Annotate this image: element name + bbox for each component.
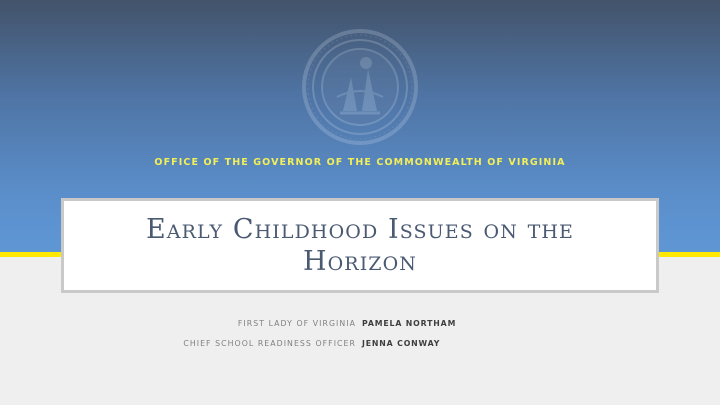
credit-row (0, 319, 720, 337)
virginia-state-seal-icon (300, 27, 420, 147)
presenter-role: FIRST LADY OF VIRGINIA (237, 319, 356, 328)
title-box (61, 198, 659, 293)
presentation-title: Early Childhood Issues on the Horizon (145, 213, 575, 277)
office-line: OFFICE OF THE GOVERNOR OF THE COMMONWEALTH OF VIRGINIA (154, 157, 566, 168)
presenter-role: CHIEF SCHOOL READINESS OFFICER (183, 339, 356, 348)
credit-row (0, 339, 720, 357)
presenter-credits (0, 319, 720, 359)
presenter-name: JENNA CONWAY (362, 339, 441, 348)
presenter-name: PAMELA NORTHAM (362, 319, 457, 328)
